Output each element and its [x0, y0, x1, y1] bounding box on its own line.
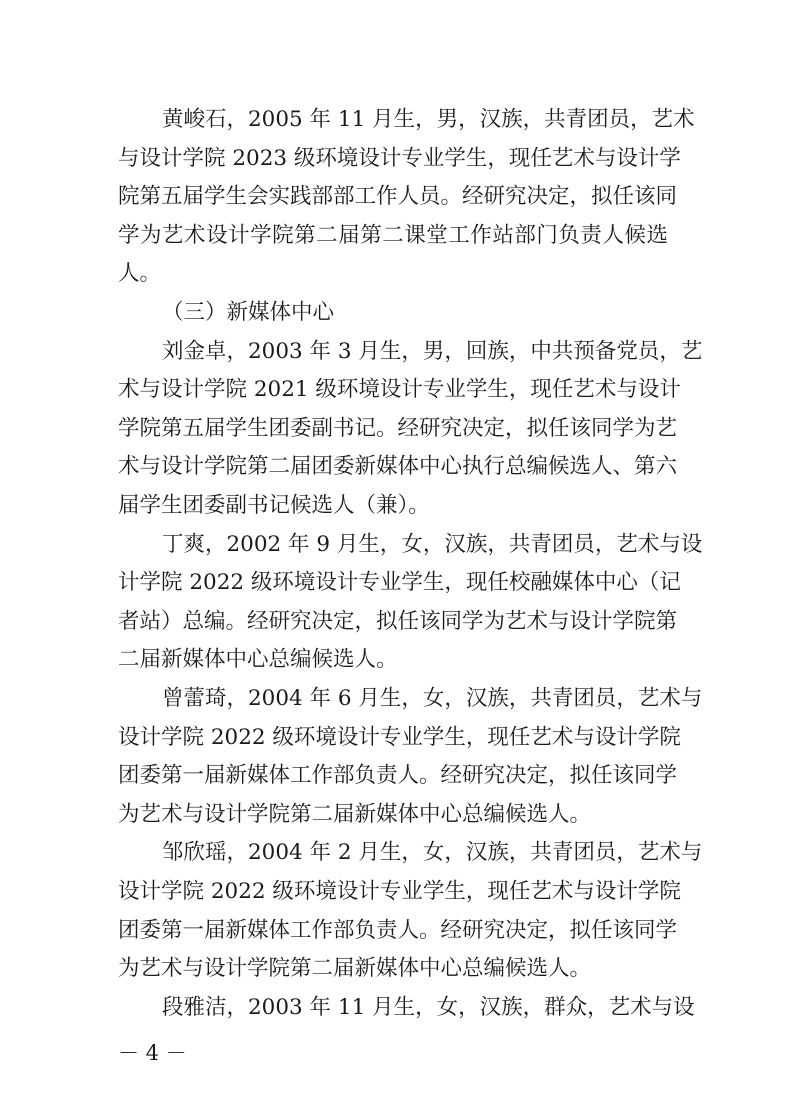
text-line: 黄峻石，2005 年 11 月生，男，汉族，共青团员，艺术: [162, 107, 695, 132]
text-line: 院第五届学生会实践部部工作人员。经研究决定，拟任该同: [118, 184, 678, 210]
text-line: 团委第一届新媒体工作部负责人。经研究决定，拟任该同学: [118, 763, 678, 789]
text-line: 二届新媒体中心总编候选人。: [118, 647, 398, 673]
text-line: 为艺术与设计学院第二届新媒体中心总编候选人。: [118, 801, 592, 827]
text-line: 术与设计学院 2021 级环境设计专业学生，现任艺术与设计: [118, 377, 681, 403]
text-line: 学院第五届学生团委副书记。经研究决定，拟任该同学为艺: [118, 415, 678, 441]
page-number: － 4 －: [118, 1041, 187, 1065]
text-line: 为艺术与设计学院第二届新媒体中心总编候选人。: [118, 956, 592, 982]
text-line: 邹欣瑶，2004 年 2 月生，女，汉族，共青团员，艺术与: [162, 840, 703, 866]
text-line: 术与设计学院第二届团委新媒体中心执行总编候选人、第六: [118, 454, 678, 480]
text-line: 丁爽，2002 年 9 月生，女，汉族，共青团员，艺术与设: [162, 531, 703, 557]
text-line: 设计学院 2022 级环境设计专业学生，现任艺术与设计学院: [118, 879, 681, 904]
text-line: 曾蕾琦，2004 年 6 月生，女，汉族，共青团员，艺术与: [162, 686, 703, 711]
text-line: 刘金卓，2003 年 3 月生，男，回族，中共预备党员，艺: [162, 338, 703, 364]
text-line: 学为艺术设计学院第二届第二课堂工作站部门负责人候选: [118, 222, 668, 248]
text-line: 人。: [118, 261, 162, 287]
text-line: 设计学院 2022 级环境设计专业学生，现任艺术与设计学院: [118, 724, 681, 750]
text-line: 段雅洁，2003 年 11 月生，女，汉族，群众，艺术与设: [162, 994, 695, 1020]
text-line: 者站）总编。经研究决定，拟任该同学为艺术与设计学院第: [118, 608, 678, 634]
text-line: 计学院 2022 级环境设计专业学生，现任校融媒体中心（记: [118, 570, 681, 596]
text-line: 团委第一届新媒体工作部负责人。经研究决定，拟任该同学: [118, 917, 678, 943]
section-heading: （三）新媒体中心: [162, 300, 335, 325]
text-line: 届学生团委副书记候选人（兼）。: [118, 493, 430, 518]
text-line: 与设计学院 2023 级环境设计专业学生，现任艺术与设计学: [118, 145, 681, 171]
